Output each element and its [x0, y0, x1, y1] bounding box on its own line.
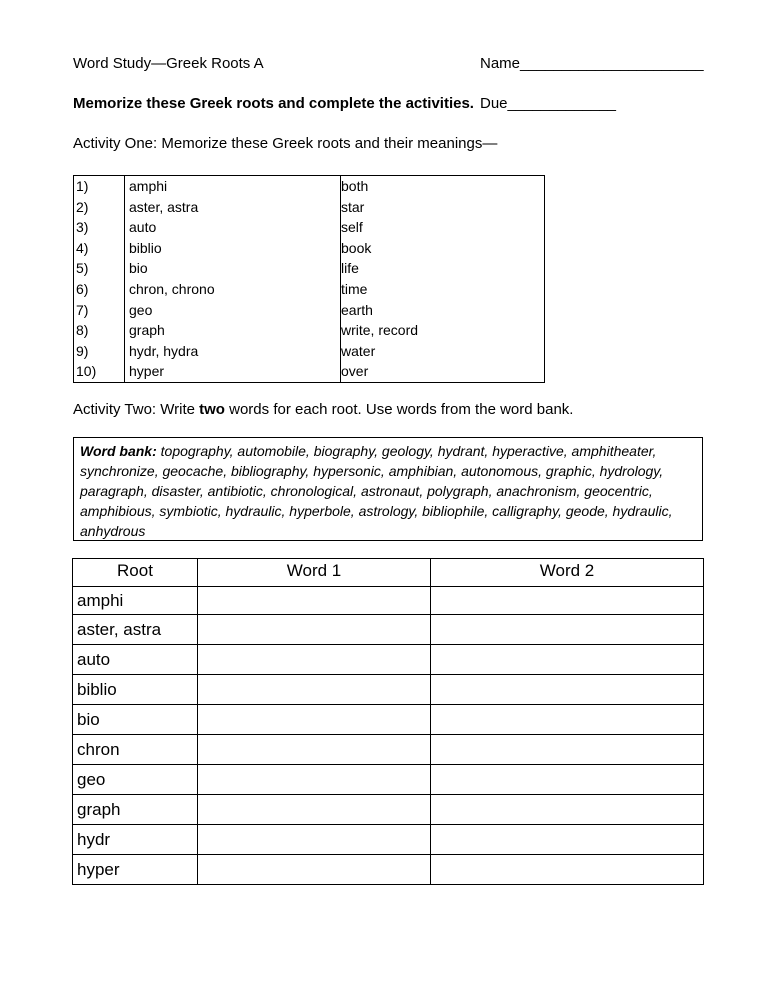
root-text: geo — [129, 301, 153, 318]
word-1-answer-cell[interactable] — [198, 855, 431, 885]
table-row — [73, 615, 704, 645]
roots-meaning-column — [335, 176, 541, 382]
table-row — [73, 645, 704, 675]
roots-table — [73, 175, 545, 383]
column-header-word-2: Word 2 — [431, 559, 704, 587]
word-1-answer-cell[interactable] — [198, 825, 431, 855]
meaning-text: over — [341, 363, 369, 380]
root-cell: graph — [73, 795, 198, 825]
word-1-answer-cell[interactable] — [198, 705, 431, 735]
word-2-answer-cell[interactable] — [431, 615, 704, 645]
word-2-answer-cell[interactable] — [431, 645, 704, 675]
row-number: 2) — [76, 198, 89, 215]
roots-number-column — [74, 176, 125, 382]
answer-table — [72, 558, 704, 885]
word-bank — [73, 437, 703, 541]
row-number: 3) — [76, 219, 89, 236]
meaning-text: earth — [341, 301, 373, 318]
word-1-answer-cell[interactable] — [198, 675, 431, 705]
activity-two-heading — [73, 401, 573, 419]
table-row — [73, 855, 704, 885]
root-text: hyper — [129, 363, 165, 380]
word-2-answer-cell[interactable] — [431, 587, 704, 615]
activity-two-heading-emphasis: two — [199, 401, 225, 418]
instructions: Memorize these Greek roots and complete the activities. — [73, 95, 474, 112]
root-cell: chron — [73, 735, 198, 765]
table-row — [73, 587, 704, 615]
word-2-answer-cell[interactable] — [431, 765, 704, 795]
root-text: chron, chrono — [129, 280, 215, 297]
meaning-text: write, record — [341, 322, 419, 339]
table-row — [73, 795, 704, 825]
word-1-answer-cell[interactable] — [198, 645, 431, 675]
row-number: 9) — [76, 342, 89, 359]
root-cell: geo — [73, 765, 198, 795]
activity-one-heading: Activity One: Memorize these Greek roots and their meanings— — [73, 135, 498, 152]
root-text: auto — [129, 219, 157, 236]
table-row — [73, 825, 704, 855]
meaning-text: star — [341, 198, 365, 215]
word-1-answer-cell[interactable] — [198, 795, 431, 825]
word-1-answer-cell[interactable] — [198, 765, 431, 795]
word-bank-label: Word bank: — [80, 443, 157, 459]
meaning-text: self — [341, 219, 363, 236]
column-header-root: Root — [73, 559, 198, 587]
word-1-answer-cell[interactable] — [198, 587, 431, 615]
root-text: biblio — [129, 239, 162, 256]
word-2-answer-cell[interactable] — [431, 675, 704, 705]
row-number: 1) — [76, 178, 89, 194]
word-bank-words: topography, automobile, biography, geology, hydrant, hyperactive, amphitheater, synchronize, geocache, bibliography, hypersonic, amphibian, autonomous, graphic, hydrology, paragraph, disaster, antibiotic, chronological, astronaut, polygraph, anachronism, geocentric, amphibious, symbiotic, hydraulic, hyperbole, astrology, bibliophile, calligraphy, geode, hydraulic, anhydrous — [80, 443, 673, 539]
table-row — [73, 675, 704, 705]
word-2-answer-cell[interactable] — [431, 705, 704, 735]
row-number: 5) — [76, 260, 89, 277]
root-cell: bio — [73, 705, 198, 735]
meaning-text: book — [341, 239, 372, 256]
root-text: graph — [129, 322, 165, 339]
row-number: 10) — [76, 363, 97, 380]
root-text: amphi — [129, 178, 168, 194]
word-1-answer-cell[interactable] — [198, 615, 431, 645]
row-number: 7) — [76, 301, 89, 318]
column-header-word-1: Word 1 — [198, 559, 431, 587]
worksheet-title: Word Study—Greek Roots A — [73, 55, 264, 72]
table-row — [73, 765, 704, 795]
root-text: bio — [129, 260, 148, 277]
row-number: 6) — [76, 280, 89, 297]
row-number: 4) — [76, 239, 89, 256]
answer-table-header — [73, 559, 704, 587]
meaning-text: time — [341, 280, 368, 297]
root-text: hydr, hydra — [129, 342, 199, 359]
word-2-answer-cell[interactable] — [431, 735, 704, 765]
root-text: aster, astra — [129, 198, 199, 215]
roots-root-column — [123, 176, 341, 382]
word-1-answer-cell[interactable] — [198, 735, 431, 765]
due-field[interactable]: Due_____________ — [480, 95, 616, 112]
table-row — [73, 735, 704, 765]
word-2-answer-cell[interactable] — [431, 795, 704, 825]
root-cell: hydr — [73, 825, 198, 855]
root-cell: amphi — [73, 587, 198, 615]
table-row — [73, 705, 704, 735]
root-cell: biblio — [73, 675, 198, 705]
row-number: 8) — [76, 322, 89, 339]
word-2-answer-cell[interactable] — [431, 855, 704, 885]
activity-two-heading-end: words for each root. Use words from the word bank. — [224, 401, 574, 418]
meaning-text: life — [341, 260, 359, 277]
root-cell: hyper — [73, 855, 198, 885]
meaning-text: both — [341, 178, 369, 194]
root-cell: auto — [73, 645, 198, 675]
activity-two-heading-start: Activity Two: Write — [73, 401, 200, 418]
word-2-answer-cell[interactable] — [431, 825, 704, 855]
name-field[interactable]: Name______________________ — [480, 55, 704, 72]
root-cell: aster, astra — [73, 615, 198, 645]
meaning-text: water — [341, 342, 376, 359]
